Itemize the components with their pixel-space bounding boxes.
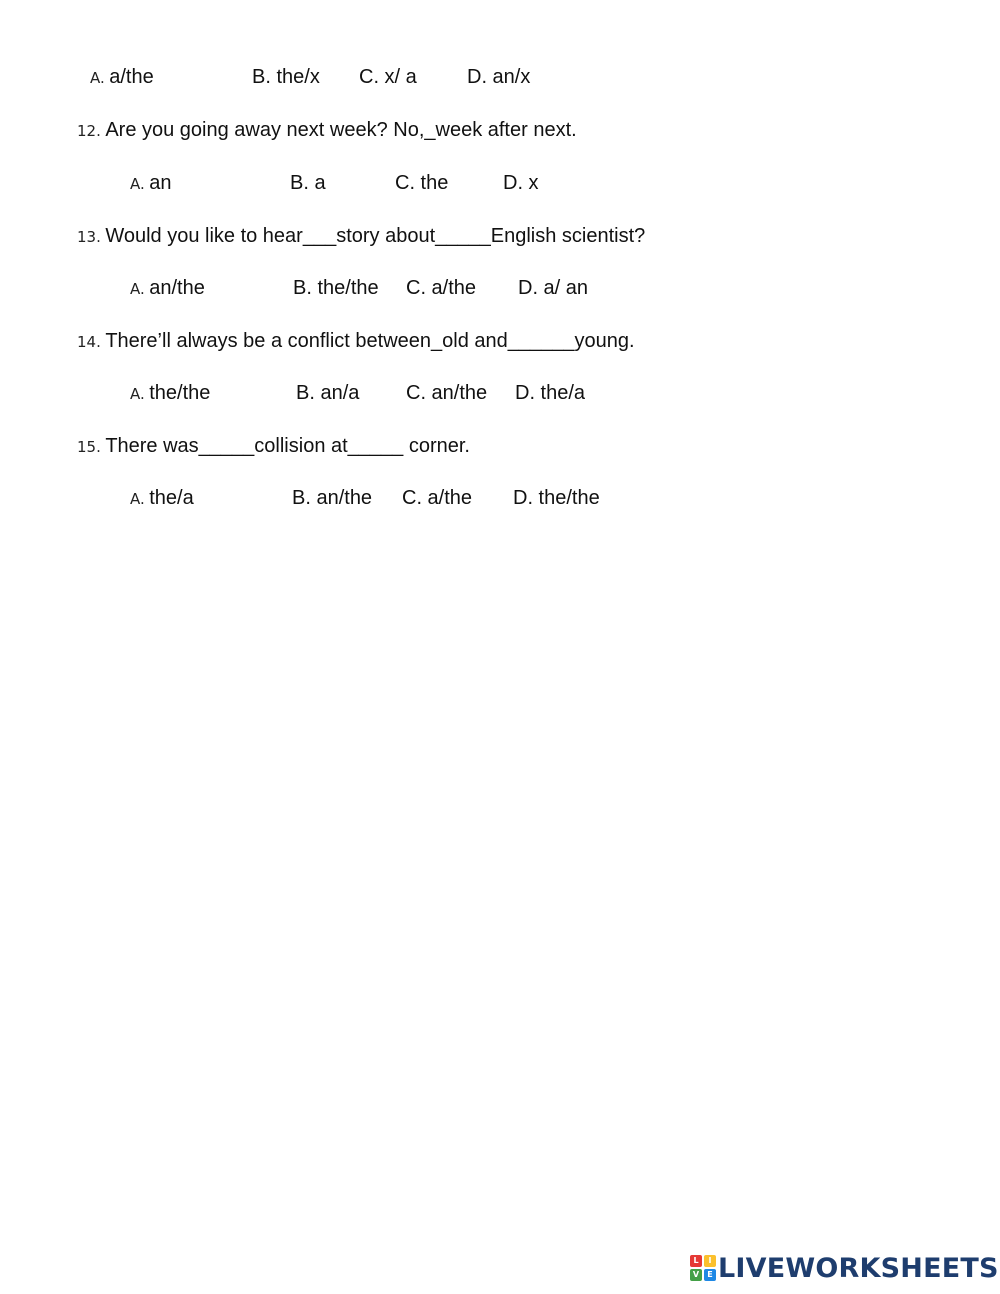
option-b: B. the/x: [252, 66, 320, 88]
question-text: Would you like to hear___story about_____English scientist?: [105, 225, 646, 247]
option-b: B. an/a: [296, 382, 360, 404]
option-c: C. a/the: [402, 487, 473, 509]
question-12: [77, 115, 577, 145]
option-d: D. a/ an: [518, 277, 589, 299]
question-number: 14.: [77, 333, 101, 351]
option-c: C. the: [395, 172, 449, 194]
logo-mark-icon: [690, 1255, 716, 1281]
option-d: D. x: [503, 172, 539, 194]
question-text: There was_____collision at_____ corner.: [105, 435, 470, 457]
option-a-letter: A.: [90, 69, 105, 87]
option-d: D. the/the: [513, 487, 600, 509]
option-b: B. an/the: [292, 487, 373, 509]
option-d: D. the/a: [515, 382, 586, 404]
option-a: [130, 483, 194, 513]
option-a: [90, 62, 154, 92]
question-text: There’ll always be a conflict between_old and______young.: [105, 330, 635, 352]
option-c: C. a/the: [406, 277, 477, 299]
option-a-value: the/a: [149, 487, 194, 509]
option-a: [130, 378, 210, 408]
option-a: [130, 273, 205, 303]
option-a-value: a/the: [109, 66, 154, 88]
logo-mark-letter-e: E: [704, 1269, 716, 1281]
question-text: Are you going away next week? No,_week after next.: [105, 119, 577, 141]
option-a-value: the/the: [149, 382, 211, 404]
logo-mark-letter-l: L: [690, 1255, 702, 1267]
option-d: D. an/x: [467, 66, 531, 88]
question-14: [77, 326, 635, 356]
logo-text: LIVEWORKSHEETS: [718, 1252, 999, 1284]
logo-mark-letter-i: I: [704, 1255, 716, 1267]
option-a-value: an: [149, 172, 172, 194]
option-b: B. the/the: [293, 277, 379, 299]
liveworksheets-logo: [690, 1250, 999, 1286]
question-15: [77, 431, 470, 461]
option-a-letter: A.: [130, 385, 145, 403]
option-a-letter: A.: [130, 490, 145, 508]
option-c: C. x/ a: [359, 66, 417, 88]
question-13: [77, 221, 645, 251]
option-b: B. a: [290, 172, 326, 194]
option-c: C. an/the: [406, 382, 488, 404]
logo-mark-letter-v: V: [690, 1269, 702, 1281]
question-number: 12.: [77, 122, 101, 140]
option-a-letter: A.: [130, 280, 145, 298]
option-a-value: an/the: [149, 277, 205, 299]
option-a: [130, 168, 171, 198]
option-a-letter: A.: [130, 175, 145, 193]
question-number: 15.: [77, 438, 101, 456]
question-number: 13.: [77, 228, 101, 246]
